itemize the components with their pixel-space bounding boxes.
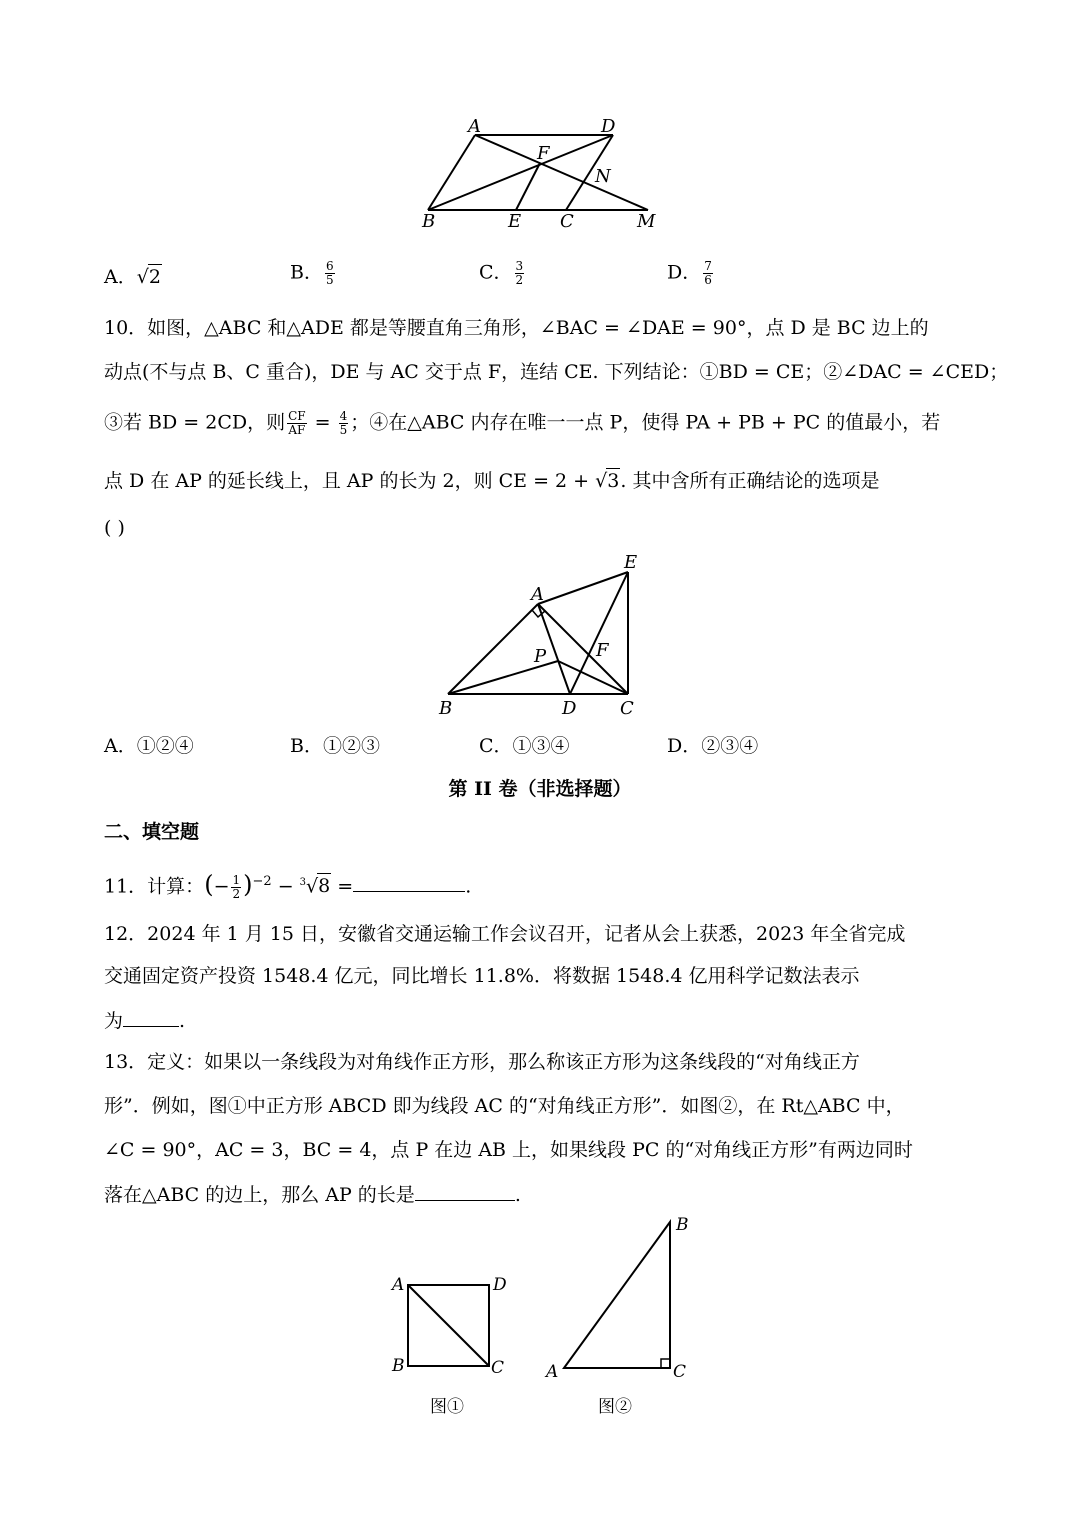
triangle-ABC bbox=[564, 1222, 670, 1368]
q13-line4: 落在△ABC 的边上，那么 AP 的长是 . bbox=[104, 1184, 521, 1206]
label-P: P bbox=[534, 646, 547, 667]
q13-figure-2 bbox=[540, 1210, 710, 1385]
segment-AC bbox=[538, 604, 628, 694]
q10-line3: ③若 BD = 2CD，则 $\frac{CF}{AF}$ = $\frac{4}{5}$ ；④在△ABC 内存在唯一一点 P，使得 PA + PB + PC 的值最小，若 bbox=[104, 409, 941, 437]
label-F: F bbox=[596, 640, 609, 661]
label-D: D bbox=[601, 116, 616, 137]
q12-line1: 12．2024 年 1 月 15 日，安徽省交通运输工作会议召开，记者从会上获悉，2023 年全省完成 bbox=[104, 923, 906, 945]
label-B: B bbox=[422, 211, 436, 232]
q13-line2: 形”．例如，图①中正方形 ABCD 即为线段 AC 的“对角线正方形”．如图②，在 Rt△ABC 中， bbox=[104, 1095, 905, 1117]
q9-option-c[interactable]: C． $\frac{3}{2}$ bbox=[479, 259, 524, 287]
q10-option-c[interactable]: C．①③④ bbox=[479, 735, 570, 757]
label-A: A bbox=[468, 116, 481, 137]
q10-figure bbox=[436, 550, 646, 720]
q13-answer-blank[interactable] bbox=[415, 1182, 515, 1201]
label-N: N bbox=[595, 166, 611, 187]
q10-option-d[interactable]: D．②③④ bbox=[667, 735, 759, 757]
q12-line3: 为 . bbox=[104, 1010, 186, 1032]
q10-line4: 点 D 在 AP 的延长线上，且 AP 的长为 2，则 CE = 2 + √3. 其中含所有正确结论的选项是 bbox=[104, 470, 880, 492]
q12-line2: 交通固定资产投资 1548.4 亿元，同比增长 11.8%．将数据 1548.4 亿用科学记数法表示 bbox=[104, 965, 860, 987]
label-A: A bbox=[392, 1275, 405, 1295]
q10-line1: 10．如图，△ABC 和△ADE 都是等腰直角三角形，∠BAC = ∠DAE = 90°，点 D 是 BC 边上的 bbox=[104, 317, 929, 339]
label-C: C bbox=[491, 1358, 505, 1378]
q12-answer-blank[interactable] bbox=[123, 1008, 179, 1027]
diagonal-AC bbox=[408, 1285, 489, 1366]
label-M: M bbox=[637, 211, 656, 232]
right-angle-mark bbox=[661, 1359, 670, 1368]
section-title: 第 II 卷（非选择题） bbox=[448, 778, 632, 800]
q9-option-d[interactable]: D． $\frac{7}{6}$ bbox=[667, 259, 712, 287]
segment-AB bbox=[428, 135, 475, 210]
segment-AM bbox=[475, 135, 648, 210]
segment-BD bbox=[428, 135, 613, 210]
label-B: B bbox=[676, 1215, 689, 1235]
label-D: D bbox=[562, 698, 577, 719]
section2-heading: 二、填空题 bbox=[104, 821, 200, 843]
q9-figure bbox=[420, 112, 670, 232]
q13-line3: ∠C = 90°，AC = 3，BC = 4，点 P 在边 AB 上，如果线段 PC 的“对角线正方形”有两边同时 bbox=[104, 1139, 913, 1161]
q11-line: 11．计算：(− $\frac{1}{2}$ )$^{-2}$ − $^3$√8 = . bbox=[104, 870, 472, 901]
q13-figure-1 bbox=[385, 1270, 525, 1380]
label-C: C bbox=[620, 698, 634, 719]
label-A: A bbox=[531, 584, 544, 605]
q13-line1: 13．定义：如果以一条线段为对角线作正方形，那么称该正方形为这条线段的“对角线正方 bbox=[104, 1051, 860, 1073]
fig1-caption: 图① bbox=[430, 1397, 464, 1417]
q10-line2: 动点(不与点 B、C 重合)，DE 与 AC 交于点 F，连结 CE. 下列结论：①BD = CE；②∠DAC = ∠CED； bbox=[104, 361, 1009, 383]
label-F: F bbox=[537, 143, 550, 164]
label-B: B bbox=[392, 1356, 405, 1376]
label-C: C bbox=[673, 1362, 687, 1382]
q9-option-a[interactable]: A．√2 bbox=[104, 266, 161, 288]
fig2-caption: 图② bbox=[598, 1397, 632, 1417]
label-E: E bbox=[508, 211, 522, 232]
q10-option-b[interactable]: B．①②③ bbox=[290, 735, 380, 757]
q11-answer-blank[interactable] bbox=[353, 873, 465, 892]
label-E: E bbox=[624, 552, 638, 573]
q9-option-b[interactable]: B． $\frac{6}{5}$ bbox=[290, 259, 334, 287]
label-B: B bbox=[439, 698, 453, 719]
label-A: A bbox=[546, 1362, 559, 1382]
q10-answer-paren: ( ) bbox=[104, 517, 125, 539]
label-D: D bbox=[493, 1275, 507, 1295]
label-C: C bbox=[560, 211, 574, 232]
q10-option-a[interactable]: A．①②④ bbox=[104, 735, 194, 757]
